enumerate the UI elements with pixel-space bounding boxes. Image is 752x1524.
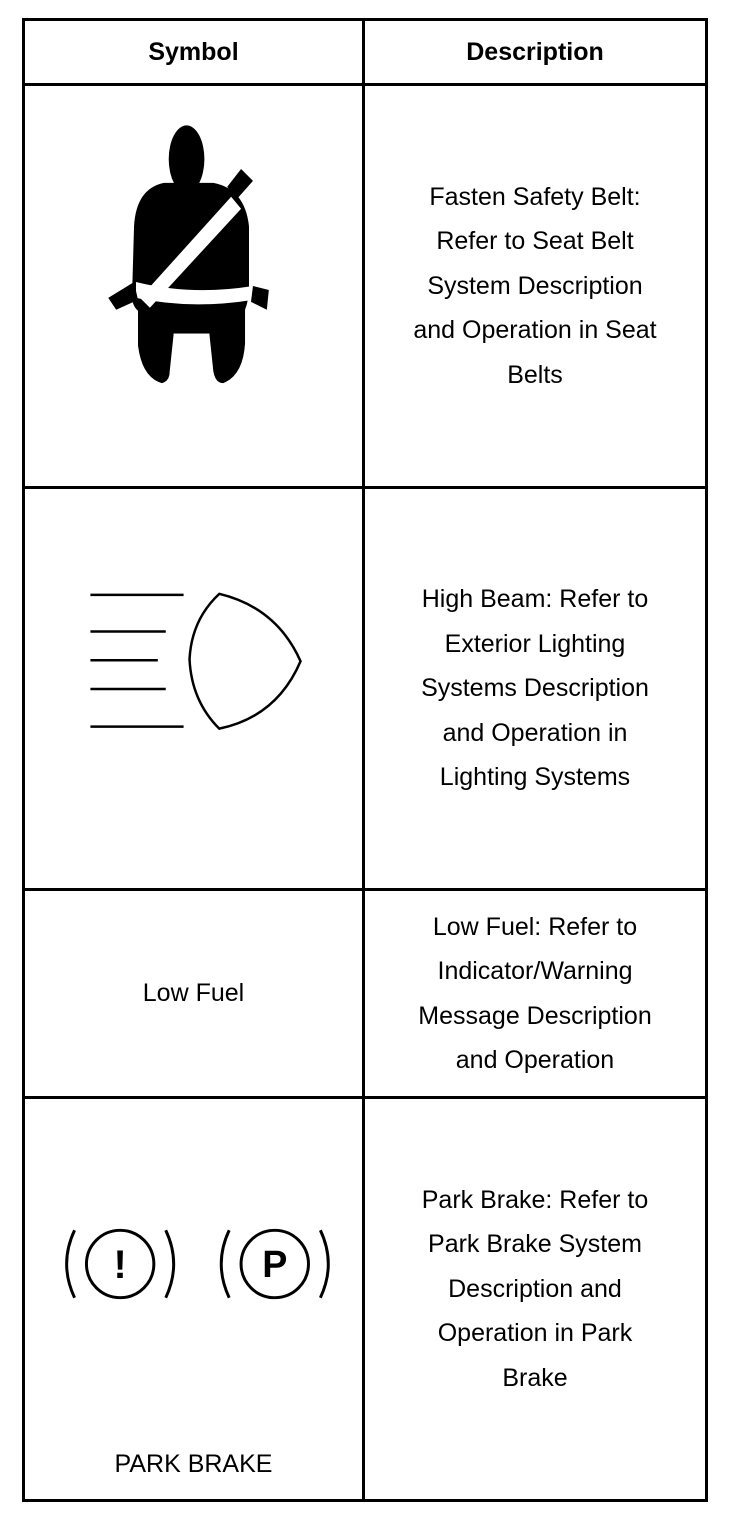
description-line: and Operation [455, 1046, 615, 1074]
description-line: Lighting Systems [439, 763, 631, 792]
symbol-cell [25, 1099, 365, 1499]
description-cell [365, 891, 705, 1096]
symbol-description-table [22, 18, 708, 1502]
header-symbol-cell [25, 21, 365, 83]
park-brake-symbols [25, 1099, 362, 1499]
description-line: Fasten Safety Belt: [429, 182, 641, 211]
description-line: Belts [507, 360, 563, 389]
description-line: Park Brake: Refer to [421, 1185, 649, 1214]
description-line: Refer to Seat Belt [436, 227, 634, 256]
description-line: Low Fuel: Refer to [432, 912, 638, 941]
description-cell [365, 489, 705, 888]
seat-belt-icon [25, 86, 362, 486]
table-header-row [25, 21, 705, 86]
park-brake-label: PARK BRAKE [114, 1450, 273, 1478]
description-text [418, 905, 651, 1083]
description-line: Operation in Park [437, 1319, 633, 1348]
description-line: Exterior Lighting [444, 629, 626, 658]
description-text [422, 1178, 648, 1401]
table-row [25, 1099, 705, 1499]
table-row [25, 86, 705, 489]
description-cell [365, 1099, 705, 1499]
header-description-cell [365, 21, 705, 83]
description-line: High Beam: Refer to [421, 585, 649, 614]
description-line: Park Brake System [428, 1230, 642, 1259]
table-row [25, 489, 705, 891]
description-cell [365, 86, 705, 486]
brake-icons [25, 1214, 362, 1314]
description-line: Brake [502, 1363, 568, 1392]
description-text [413, 175, 656, 398]
description-line: System Description [427, 271, 643, 300]
brake-warning-icon: ! [113, 1242, 127, 1287]
symbol-cell [25, 489, 365, 888]
low-fuel-label: Low Fuel [142, 979, 245, 1007]
symbol-cell [25, 86, 365, 486]
description-line: Message Description [418, 1001, 652, 1030]
description-line: and Operation in [442, 718, 628, 747]
symbol-cell [25, 891, 365, 1096]
description-line: and Operation in Seat [413, 316, 657, 345]
description-line: Description and [448, 1274, 622, 1303]
description-line: Systems Description [421, 674, 649, 703]
header-description: Description [466, 37, 604, 66]
header-symbol: Symbol [148, 37, 239, 66]
description-text [421, 577, 649, 800]
high-beam-icon [25, 489, 362, 889]
description-line: Indicator/Warning [437, 957, 633, 985]
table-row [25, 891, 705, 1099]
park-brake-icon: P [262, 1242, 288, 1285]
